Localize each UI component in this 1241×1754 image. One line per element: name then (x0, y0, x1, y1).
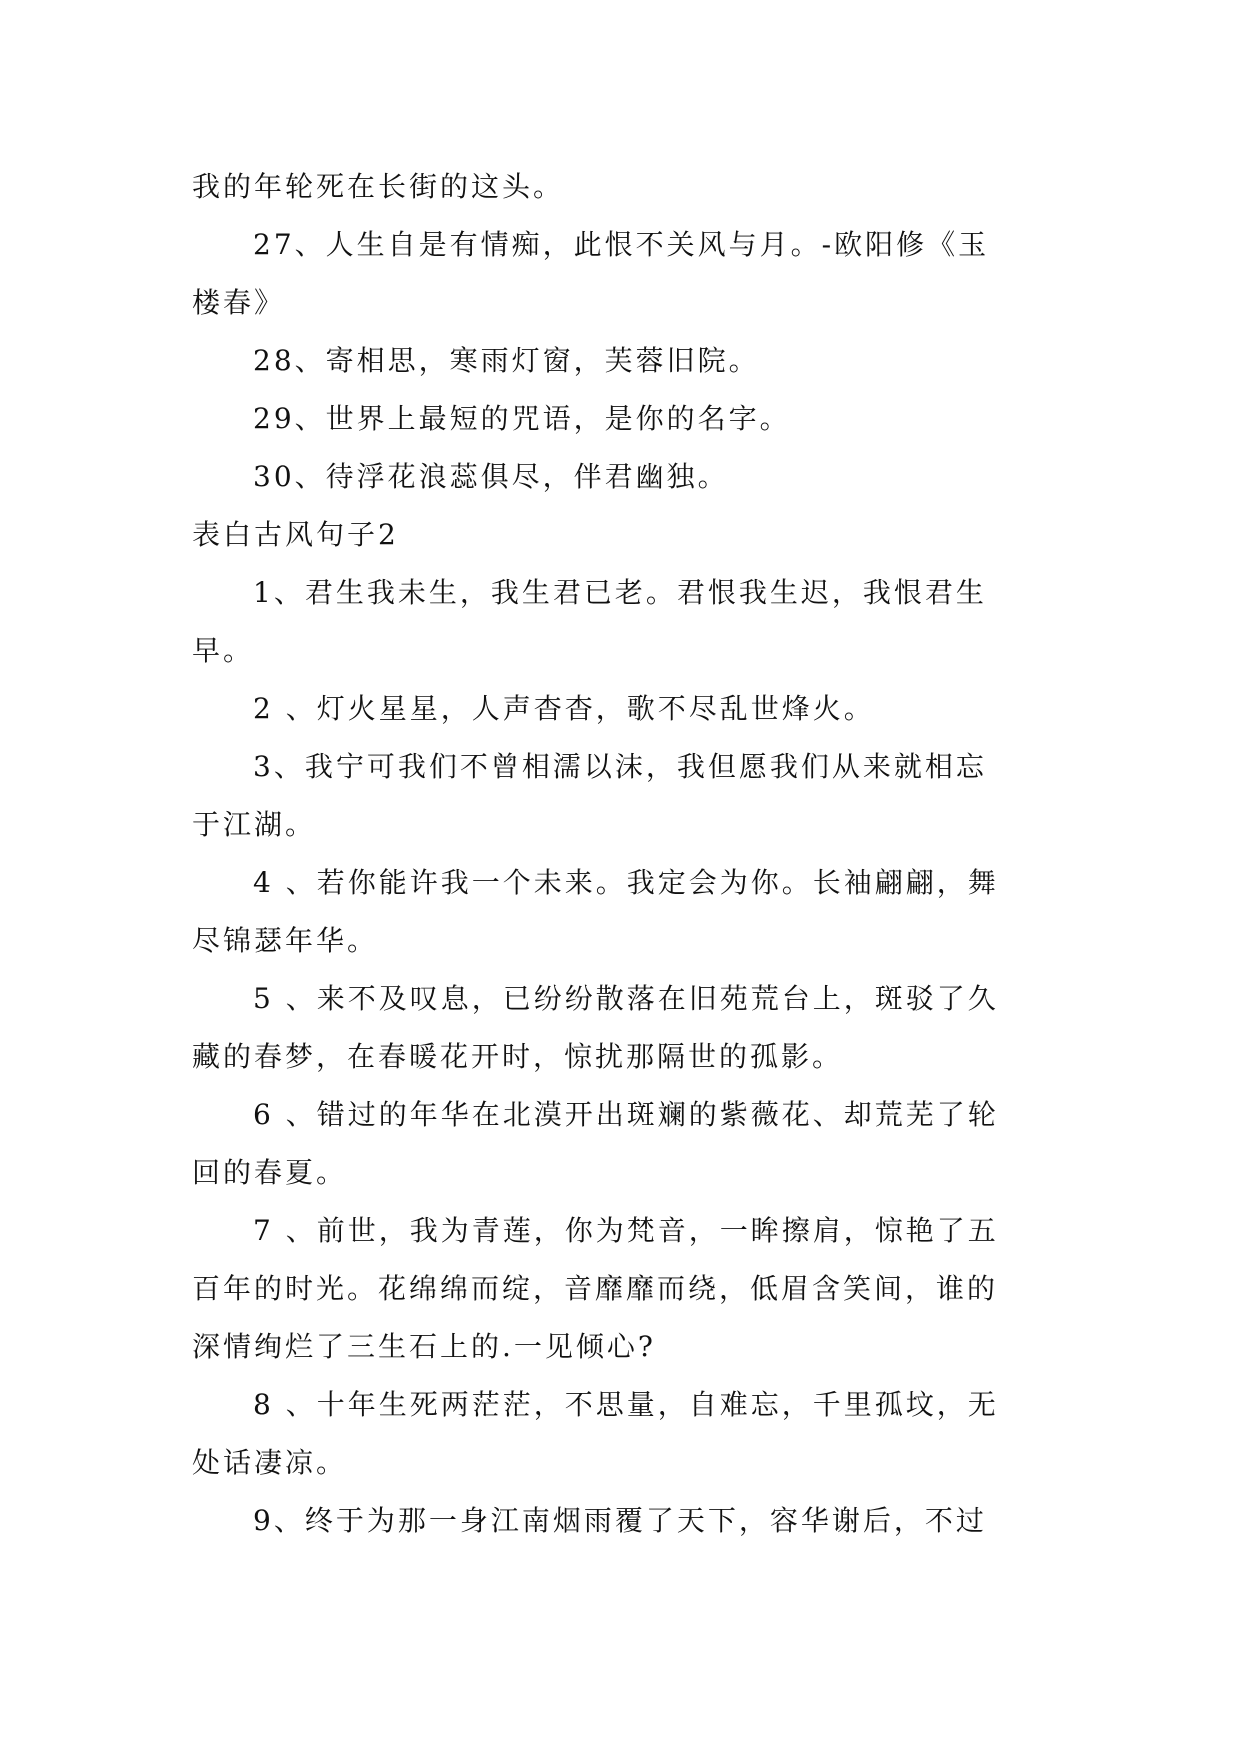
text-line: 处话凄凉。 (192, 1446, 348, 1479)
text-line: 9、终于为那一身江南烟雨覆了天下，容华谢后，不过 (253, 1504, 987, 1537)
text-line: 8 、十年生死两茫茫，不思量，自难忘，千里孤坟，无 (253, 1388, 999, 1421)
text-line: 4 、若你能许我一个未来。我定会为你。长袖翩翩，舞 (253, 866, 999, 899)
document-body (192, 158, 1052, 1550)
text-line: 6 、错过的年华在北漠开出斑斓的紫薇花、却荒芜了轮 (253, 1098, 999, 1131)
text-line: 5 、来不及叹息，已纷纷散落在旧苑荒台上，斑驳了久 (253, 982, 999, 1015)
text-line: 28、寄相思，寒雨灯窗，芙蓉旧院。 (253, 344, 760, 377)
text-line: 深情绚烂了三生石上的.一见倾心? (192, 1330, 656, 1363)
text-line: 于江湖。 (192, 808, 317, 841)
text-line: 27、人生自是有情痴，此恨不关风与月。-欧阳修《玉 (253, 228, 990, 261)
text-line: 尽锦瑟年华。 (192, 924, 379, 957)
text-line: 2 、灯火星星，人声杳杳，歌不尽乱世烽火。 (253, 692, 875, 725)
text-line: 30、待浮花浪蕊俱尽，伴君幽独。 (253, 460, 729, 493)
text-line: 回的春夏。 (192, 1156, 348, 1189)
text-line: 1、君生我未生，我生君已老。君恨我生迟，我恨君生 (253, 576, 987, 609)
text-line: 早。 (192, 634, 255, 667)
section-heading: 表白古风句子2 (192, 518, 399, 551)
text-line: 3、我宁可我们不曾相濡以沫，我但愿我们从来就相忘 (253, 750, 987, 783)
text-line: 7 、前世，我为青莲，你为梵音，一眸擦肩，惊艳了五 (253, 1214, 999, 1247)
text-line: 藏的春梦，在春暖花开时，惊扰那隔世的孤影。 (192, 1040, 844, 1073)
text-line: 百年的时光。花绵绵而绽，音靡靡而绕，低眉含笑间，谁的 (192, 1272, 999, 1305)
text-line: 楼春》 (192, 286, 286, 319)
text-line: 我的年轮死在长街的这头。 (192, 170, 565, 203)
text-line: 29、世界上最短的咒语，是你的名字。 (253, 402, 791, 435)
